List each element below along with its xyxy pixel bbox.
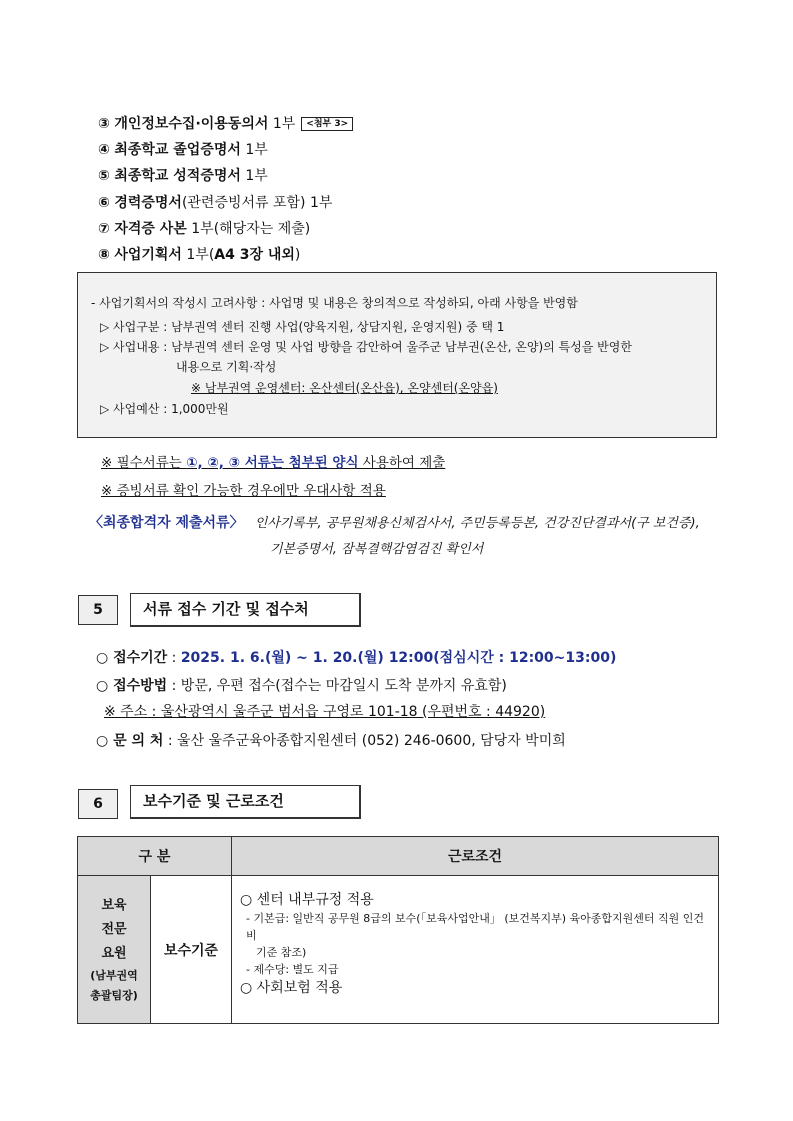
- plan-centers-note: ※ 남부권역 운영센터: 온산센터(온산읍), 온양센터(온양읍): [191, 381, 498, 395]
- plan-budget-line: ▷ 사업예산 : 1,000만원: [100, 402, 229, 416]
- plan-guidance-box: [77, 272, 717, 438]
- doc-item-8: ⑧ 사업기획서 1부(A4 3장 내외): [98, 247, 301, 263]
- doc-item-4: ④ 최종학교 졸업증명서 1부: [98, 142, 268, 158]
- reception-period: ○ 접수기간 : 2025. 1. 6.(월) ~ 1. 20.(월) 12:00(점심시간 : 12:00~13:00): [96, 650, 617, 666]
- plan-guidance-line: - 사업기획서의 작성시 고려사항 : 사업명 및 내용은 창의적으로 작성하되, 아래 사항을 반영함: [91, 296, 578, 310]
- final-docs: [89, 512, 700, 532]
- doc-item-7: ⑦ 자격증 사본 1부(해당자는 제출): [98, 221, 311, 237]
- role-cell: 보육 전문 요원 (남부권역 총괄팀장): [78, 876, 151, 1024]
- required-docs-note: ※ 필수서류는 ①, ②, ③ 서류는 첨부된 양식 사용하여 제출: [101, 455, 446, 471]
- salary-basis-cell: 보수기준: [151, 876, 232, 1024]
- section-6-number: 6: [78, 789, 118, 819]
- attachment-tag: <첨부 3>: [301, 117, 353, 131]
- doc-item-3: ③ 개인정보수집·이용동의서 1부 <첨부 3>: [98, 115, 353, 133]
- conditions-cell: ○ 센터 내부규정 적용 - 기본급: 일반직 공무원 8급의 보수(「보육사업안내」 (보건복지부) 육아종합지원센터 직원 인건비 기준 참조) - 제수당: 별도 지급 ○ 사회보험 적용: [232, 876, 719, 1024]
- plan-content-line-cont: 내용으로 기획·작성: [176, 360, 277, 374]
- evidence-docs-note: ※ 증빙서류 확인 가능한 경우에만 우대사항 적용: [101, 483, 386, 499]
- final-docs-line2: 기본증명서, 잠복결핵감염검진 확인서: [270, 542, 484, 557]
- address-line: ※ 주소 : 울산광역시 울주군 범서읍 구영로 101-18 (우편번호 : 44920): [104, 704, 546, 720]
- plan-content-line: ▷ 사업내용 : 남부권역 센터 운영 및 사업 방향을 감안하여 울주군 남부권(온산, 온양)의 특성을 반영한: [100, 340, 632, 354]
- doc-item-6: ⑥ 경력증명서(관련증빙서류 포함) 1부: [98, 195, 333, 211]
- doc-item-5: ⑤ 최종학교 성적증명서 1부: [98, 168, 268, 184]
- working-conditions-table: [77, 836, 719, 1024]
- plan-category-line: ▷ 사업구분 : 남부권역 센터 진행 사업(양육지원, 상담지원, 운영지원) 중 택 1: [100, 320, 505, 334]
- final-docs-heading: 〈최종합격자 제출서류〉: [89, 515, 244, 531]
- table-header-category: 구 분: [78, 837, 232, 876]
- table-header-conditions: 근로조건: [232, 837, 719, 876]
- contact-line: ○ 문 의 처 : 울산 울주군육아종합지원센터 (052) 246-0600, 담당자 박미희: [96, 733, 566, 749]
- section-6-title: 보수기준 및 근로조건: [130, 785, 361, 819]
- section-5-number: 5: [78, 595, 118, 625]
- section-5-title: 서류 접수 기간 및 접수처: [130, 593, 361, 627]
- reception-method: ○ 접수방법 : 방문, 우편 접수(접수는 마감일시 도착 분까지 유효함): [96, 678, 507, 694]
- final-docs-line1: 인사기록부, 공무원채용신체검사서, 주민등록등본, 건강진단결과서(구 보건증),: [254, 516, 700, 531]
